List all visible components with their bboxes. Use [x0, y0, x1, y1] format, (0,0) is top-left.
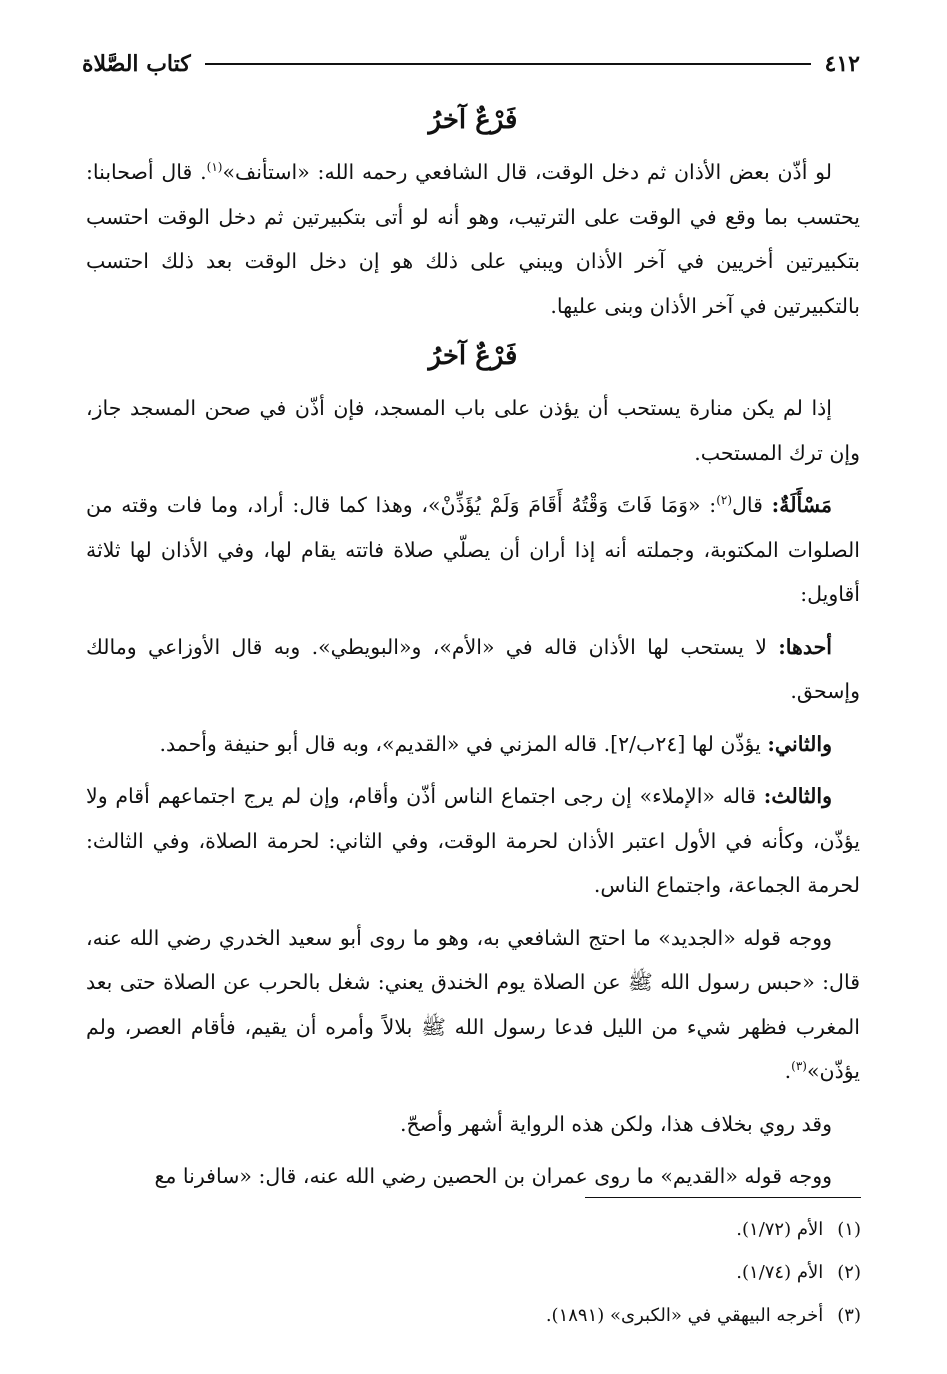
paragraph-text: إذا لم يكن منارة يستحب أن يؤذن على باب المسجد، فإن أذّن في صحن المسجد جاز، وإن ترك المستحب. — [86, 396, 860, 465]
paragraph-first-opinion — [86, 625, 860, 714]
running-head — [82, 44, 860, 84]
paragraph-text: قال — [732, 493, 772, 517]
masala-lead: مَسْأَلَةٌ: — [771, 493, 832, 517]
paragraph-text: قاله «الإملاء» إن رجى اجتماع الناس أذّن وأقام، وإن لم يرج اجتماعهم أقام ولا يؤذّن، وكأنه في الأول اعتبر الأذان لحرمة الوقت، وفي الثاني: لحرمة الصلاة، وفي الثالث: لحرمة الجماعة، واجتماع الناس. — [86, 784, 860, 897]
footnotes — [261, 1208, 861, 1337]
page-number: ٤١٢ — [824, 51, 860, 77]
footnote — [261, 1294, 861, 1337]
footnote-ref[interactable]: (١) — [206, 160, 223, 175]
book-title: كتاب الصَّلاة — [82, 51, 191, 77]
footnote-number: (٢) — [837, 1262, 861, 1283]
footnote-rule — [585, 1197, 861, 1198]
footnote-text: الأم (١/٧٢). — [736, 1219, 824, 1240]
footnote-number: (٣) — [837, 1305, 861, 1326]
page-body — [86, 92, 860, 1207]
footnote-ref[interactable]: (٣) — [791, 1059, 807, 1074]
paragraph-text-continued: . — [784, 1059, 792, 1083]
paragraph-masala — [86, 483, 860, 617]
paragraph — [86, 1102, 860, 1147]
opinion-lead: والثاني: — [767, 731, 832, 756]
footnote-text: أخرجه البيهقي في «الكبرى» (١٨٩١). — [545, 1305, 824, 1326]
paragraph-text-continued: . قال أصحابنا: يحتسب بما وقع في الوقت على الترتيب، وهو أنه لو أتى بتكبيرتين ثم دخل الوقت احتسب بتكبيرتين أخريين في آخر الأذان ويبني على ذلك هو إن دخل الوقت بعد ذلك احتسب بالتكبيرتين في آخر الأذان وبنى عليها. — [86, 160, 860, 318]
paragraph — [86, 1154, 860, 1199]
paragraph-text: ووجه قوله «الجديد» ما احتج الشافعي به، وهو ما روى أبو سعيد الخدري رضي الله عنه، قال: «حبس رسول الله ﷺ عن الصلاة يوم الخندق يعني: شغل بالحرب عن الصلاة حتى بعد المغرب فظهر شيء من الليل فدعا رسول الله ﷺ بلالاً وأمره أن يقيم، فأقام العصر، ولم يؤذّن» — [86, 925, 860, 1083]
paragraph-text-continued: : «وَمَا فَاتَ وَقْتُهُ أَقَامَ وَلَمْ يُؤَذِّنْ»، وهذا كما قال: أراد، وما فات وقته من الصلوات المكتوبة، وجملته أنه إذا أران أن يصلّي صلاة فاتته يقام لها، وفي الأذان لها ثلاثة أقاويل: — [86, 493, 860, 606]
paragraph-text: لا يستحب لها الأذان قاله في «الأم»، و«البويطي». وبه قال الأوزاعي ومالك وإسحق. — [86, 634, 860, 703]
opinion-lead: أحدها: — [778, 634, 832, 659]
header-rule — [205, 63, 811, 65]
paragraph — [86, 916, 860, 1094]
footnote-text: الأم (١/٧٤). — [736, 1262, 824, 1283]
section-heading: فَرْعٌ آخرُ — [428, 341, 518, 371]
opinion-lead: والثالث: — [763, 784, 832, 808]
section-heading: فَرْعٌ آخرُ — [428, 105, 518, 135]
paragraph-text: ووجه قوله «القديم» ما روى عمران بن الحصين رضي الله عنه، قال: «سافرنا مع — [154, 1164, 832, 1188]
paragraph-text: لو أذّن بعض الأذان ثم دخل الوقت، قال الشافعي رحمه الله: «استأنف» — [222, 160, 832, 184]
paragraph-second-opinion — [86, 722, 860, 767]
paragraph-third-opinion — [86, 774, 860, 908]
footnote — [261, 1208, 861, 1251]
paragraph — [86, 150, 860, 328]
footnote-number: (١) — [837, 1219, 861, 1240]
footnote-ref[interactable]: (٢) — [716, 493, 733, 508]
paragraph-text: يؤذّن لها [٢٤ب/٢]. قاله المزني في «القديم»، وبه قال أبو حنيفة وأحمد. — [159, 731, 768, 756]
paragraph-text: وقد روي بخلاف هذا، ولكن هذه الرواية أشهر وأصحّ. — [399, 1111, 832, 1136]
paragraph — [86, 386, 860, 475]
footnote — [261, 1251, 861, 1294]
